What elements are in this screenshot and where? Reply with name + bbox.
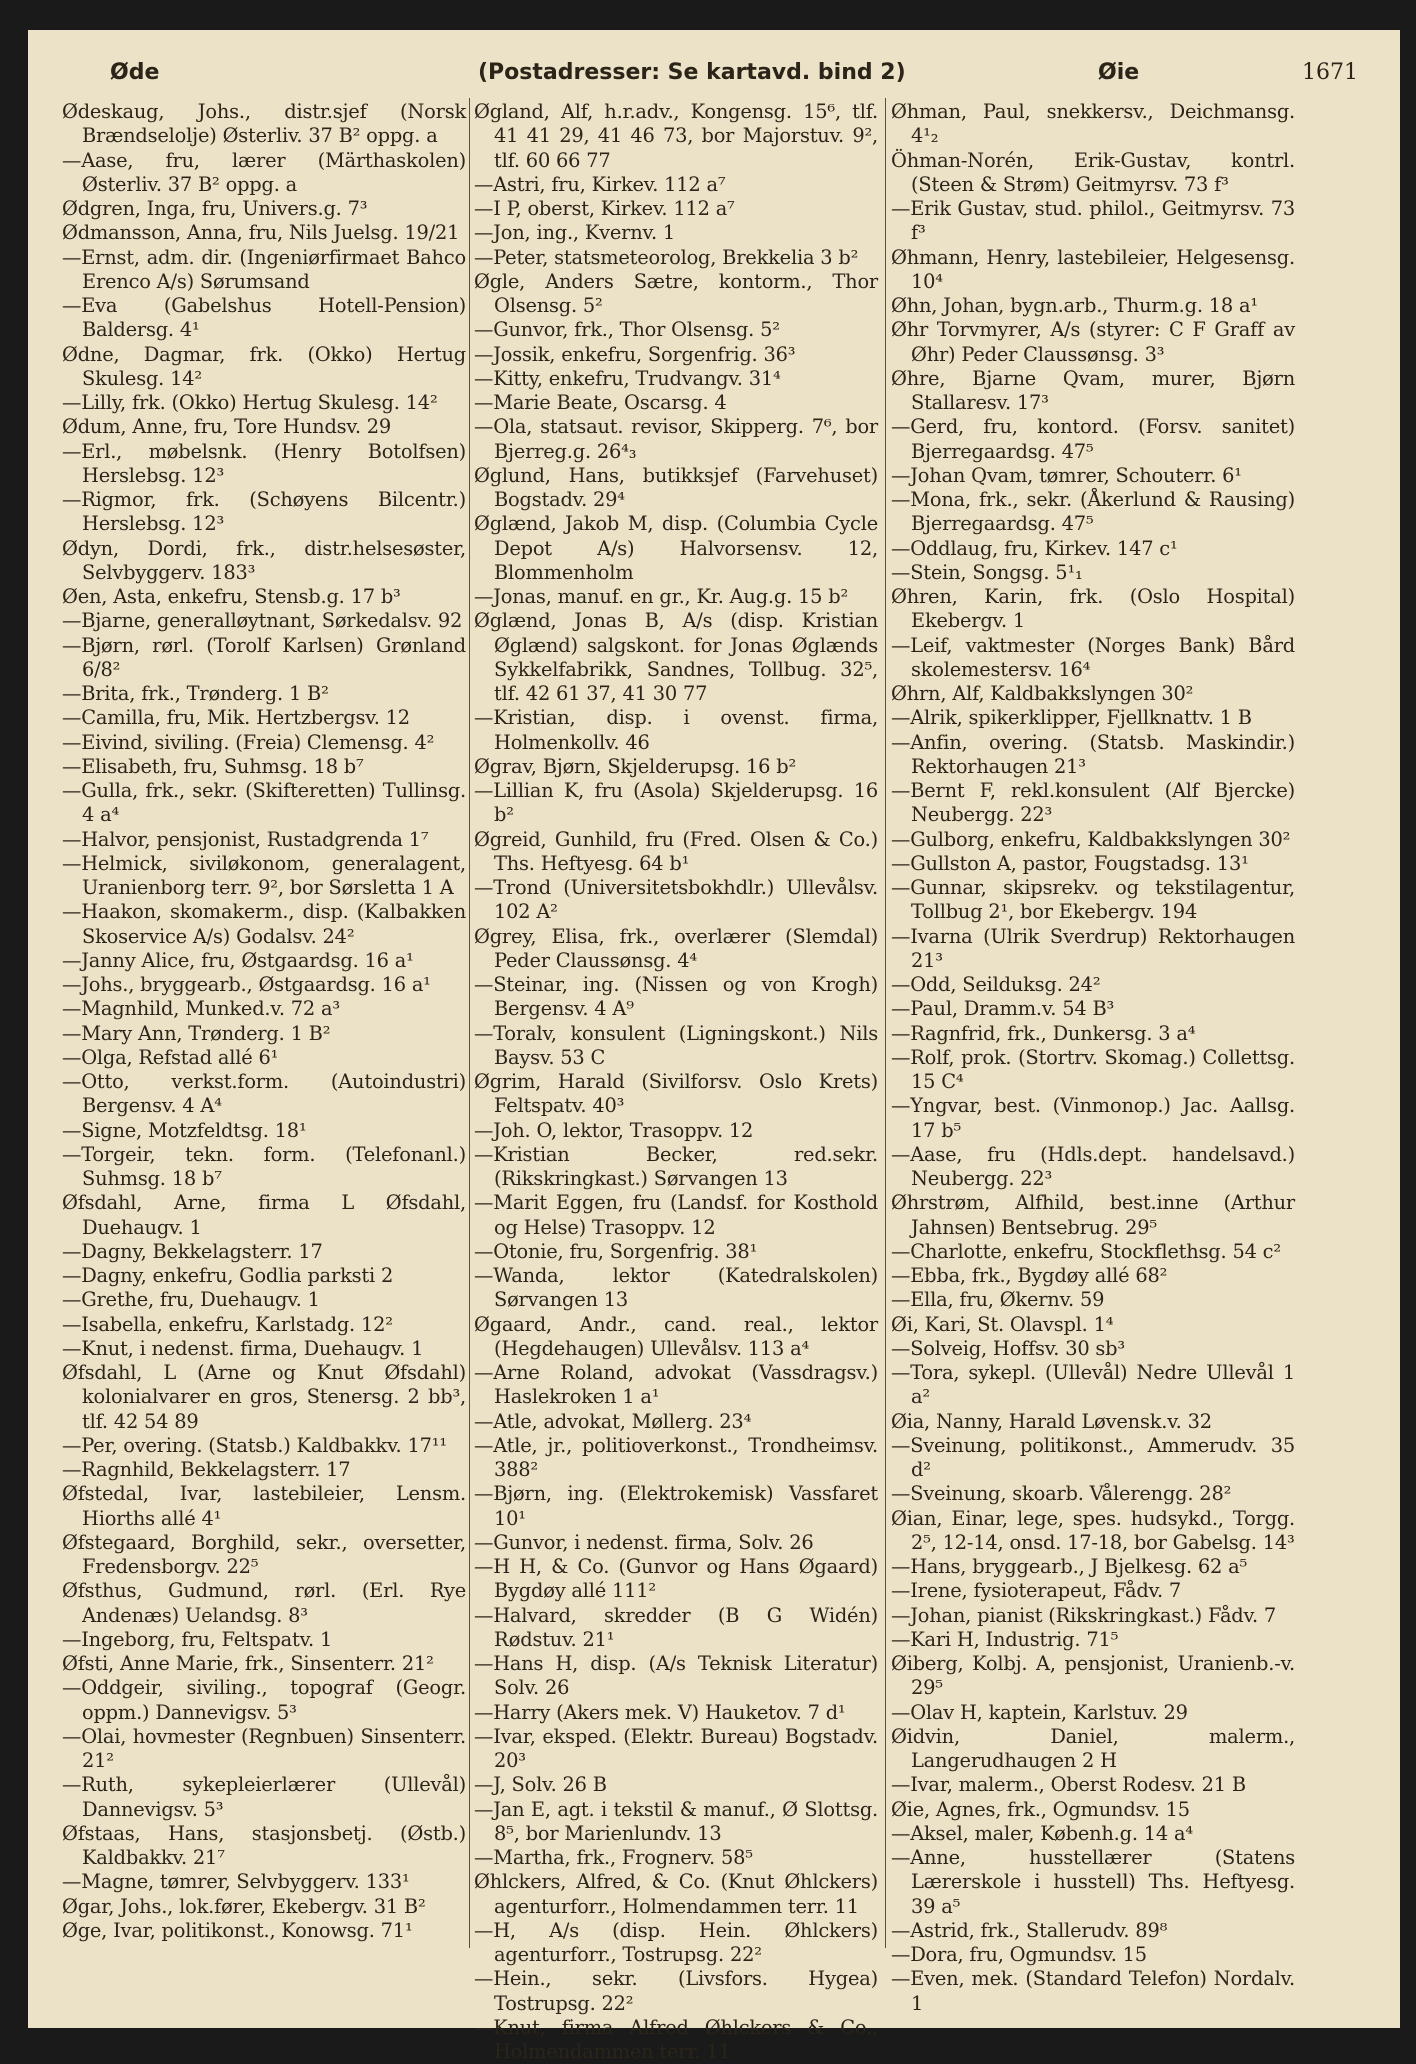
column-divider bbox=[885, 98, 886, 1948]
directory-entry: —Bjørn, ing. (Elektrokemisk) Vassfaret 10¹ bbox=[474, 1482, 878, 1530]
directory-entry: —Jossik, enkefru, Sorgenfrig. 36³ bbox=[474, 342, 796, 366]
directory-entry: —Oddgeir, siviling., topograf (Geogr. oppm.) Dannevigsv. 5³ bbox=[62, 1676, 466, 1724]
directory-entry: —Ingeborg, fru, Feltspatv. 1 bbox=[62, 1627, 333, 1651]
directory-entry: —Oddlaug, fru, Kirkev. 147 c¹ bbox=[891, 536, 1178, 560]
directory-entry: —Johan Qvam, tømrer, Schouterr. 6¹ bbox=[891, 463, 1242, 487]
directory-entry: —Anfin, overing. (Statsb. Maskindir.) Rektorhaugen 21³ bbox=[891, 730, 1295, 778]
directory-entry: —Ivar, malerm., Oberst Rodesv. 21 B bbox=[891, 1773, 1246, 1797]
directory-entry: —Brita, frk., Trønderg. 1 B² bbox=[62, 682, 329, 705]
column-2 bbox=[474, 100, 878, 2064]
directory-entry: —Isabella, enkefru, Karlstadg. 12² bbox=[62, 1312, 393, 1336]
directory-entry: —Solveig, Hoffsv. 30 sb³ bbox=[891, 1336, 1125, 1360]
directory-entry: Øi, Kari, St. Olavspl. 1⁴ bbox=[891, 1312, 1114, 1336]
directory-entry: —Magne, tømrer, Selvbyggerv. 133¹ bbox=[62, 1870, 410, 1894]
directory-entry: —Kristian Becker, red.sekr. (Rikskringkast.) Sørvangen 13 bbox=[474, 1142, 878, 1190]
directory-entry: —Hans H, disp. (A/s Teknisk Literatur) Solv. 26 bbox=[474, 1652, 878, 1700]
directory-entry: —Toralv, konsulent (Ligningskont.) Nils Baysv. 53 C bbox=[474, 1021, 878, 1069]
directory-entry: —Signe, Motzfeldtsg. 18¹ bbox=[62, 1118, 307, 1142]
directory-entry: Øen, Asta, enkefru, Stensb.g. 17 b³ bbox=[62, 585, 401, 608]
directory-entry: Øgrey, Elisa, frk., overlærer (Slemdal) Peder Claussønsg. 4⁴ bbox=[474, 924, 878, 972]
directory-entry: Øhn, Johan, bygn.arb., Thurm.g. 18 a¹ bbox=[891, 294, 1258, 317]
directory-entry: —Alrik, spikerklipper, Fjellknattv. 1 B bbox=[891, 706, 1252, 730]
directory-entry: Øglund, Hans, butikksjef (Farvehuset) Bogstadv. 29⁴ bbox=[474, 463, 878, 511]
page-header bbox=[68, 60, 1358, 100]
directory-entry: —Sveinung, skoarb. Vålerengg. 28² bbox=[891, 1482, 1232, 1506]
directory-entry: —Otonie, fru, Sorgenfrig. 38¹ bbox=[474, 1239, 758, 1263]
directory-entry: Øgar, Johs., lok.fører, Ekebergv. 31 B² bbox=[62, 1894, 426, 1918]
directory-entry: Ødum, Anne, fru, Tore Hundsv. 29 bbox=[62, 415, 392, 439]
directory-entry: —Halvor, pensjonist, Rustadgrenda 1⁷ bbox=[62, 827, 429, 851]
directory-entry: —Aase, fru (Hdls.dept. handelsavd.) Neubergg. 22³ bbox=[891, 1142, 1295, 1190]
directory-entry: —Even, mek. (Standard Telefon) Nordalv. 1 bbox=[891, 1967, 1295, 2015]
directory-entry: Øfstegaard, Borghild, sekr., oversetter, Fredensborgv. 22⁵ bbox=[62, 1530, 466, 1578]
directory-entry: —Mary Ann, Trønderg. 1 B² bbox=[62, 1021, 331, 1045]
directory-entry: —Gulborg, enkefru, Kaldbakkslyngen 30² bbox=[891, 827, 1291, 851]
directory-entry: —Hans, bryggearb., J Bjelkesg. 62 a⁵ bbox=[891, 1555, 1248, 1578]
directory-entry: —Steinar, ing. (Nissen og von Krogh) Bergensv. 4 A⁹ bbox=[474, 973, 878, 1021]
directory-entry: —Stein, Songsg. 5¹₁ bbox=[891, 560, 1083, 584]
directory-entry: —Irene, fysioterapeut, Fådv. 7 bbox=[891, 1579, 1182, 1603]
directory-entry: Øidvin, Daniel, malerm., Langerudhaugen 2 H bbox=[891, 1724, 1295, 1772]
directory-entry: —Otto, verkst.form. (Autoindustri) Bergensv. 4 A⁴ bbox=[62, 1070, 466, 1118]
directory-entry: Øhr Torvmyrer, A/s (styrer: C F Graff av Øhr) Peder Claussønsg. 3³ bbox=[891, 318, 1295, 366]
directory-entry: Ødne, Dagmar, frk. (Okko) Hertug Skulesg. 14² bbox=[62, 342, 466, 390]
directory-entry: Øfsthus, Gudmund, rørl. (Erl. Rye Andenæs) Uelandsg. 8³ bbox=[62, 1579, 466, 1627]
page-number: 1671 bbox=[1302, 60, 1358, 85]
directory-entry: Øian, Einar, lege, spes. hudsykd., Torgg. 2⁵, 12-14, onsd. 17-18, bor Gabelsg. 14³ bbox=[891, 1506, 1295, 1554]
directory-entry: —Ebba, frk., Bygdøy allé 68² bbox=[891, 1264, 1168, 1287]
directory-entry: —Erik Gustav, stud. philol., Geitmyrsv. 73 f³ bbox=[891, 197, 1295, 245]
directory-entry: —Gunvor, i nedenst. firma, Solv. 26 bbox=[474, 1530, 814, 1554]
directory-entry: Øiberg, Kolbj. A, pensjonist, Uranienb.-v. 29⁵ bbox=[891, 1652, 1295, 1700]
directory-entry: —Kristian, disp. i ovenst. firma, Holmenkollv. 46 bbox=[474, 706, 878, 754]
directory-entry: —H, A/s (disp. Hein. Øhlckers) agenturforr., Tostrupsg. 22² bbox=[474, 1918, 878, 1966]
directory-entry: —Magnhild, Munked.v. 72 a³ bbox=[62, 997, 340, 1021]
directory-entry: —Per, overing. (Statsb.) Kaldbakkv. 17¹¹ bbox=[62, 1433, 447, 1457]
header-right-keyword: Øie bbox=[1098, 60, 1140, 85]
directory-entry: —Johan, pianist (Rikskringkast.) Fådv. 7 bbox=[891, 1603, 1277, 1627]
directory-entry: Øgrim, Harald (Sivilforsv. Oslo Krets) Feltspatv. 40³ bbox=[474, 1070, 878, 1118]
directory-entry: —Sveinung, politikonst., Ammerudv. 35 d² bbox=[891, 1433, 1295, 1481]
directory-entry: —Janny Alice, fru, Østgaardsg. 16 a¹ bbox=[62, 948, 414, 972]
directory-entry: —Bjarne, generalløytnant, Sørkedalsv. 92 bbox=[62, 609, 463, 633]
directory-entry: —Ivarna (Ulrik Sverdrup) Rektorhaugen 21³ bbox=[891, 924, 1295, 972]
directory-entry: —Jonas, manuf. en gr., Kr. Aug.g. 15 b² bbox=[474, 585, 849, 608]
directory-entry: —Halvard, skredder (B G Widén) Rødstuv. 21¹ bbox=[474, 1603, 878, 1651]
directory-entry: —Astri, fru, Kirkev. 112 a⁷ bbox=[474, 172, 726, 196]
directory-entry: Ødgren, Inga, fru, Univers.g. 7³ bbox=[62, 197, 368, 220]
directory-entry: Øhre, Bjarne Qvam, murer, Bjørn Stallaresv. 17³ bbox=[891, 366, 1295, 414]
directory-entry: —Rolf, prok. (Stortrv. Skomag.) Collettsg. 15 C⁴ bbox=[891, 1045, 1295, 1093]
directory-entry: —Eva (Gabelshus Hotell-Pension) Baldersg. 4¹ bbox=[62, 294, 466, 342]
directory-entry: —Paul, Dramm.v. 54 B³ bbox=[891, 997, 1115, 1021]
directory-entry: —Aase, fru, lærer (Märthaskolen) Østerliv. 37 B² oppg. a bbox=[62, 148, 466, 196]
directory-entry: —Johs., bryggearb., Østgaardsg. 16 a¹ bbox=[62, 973, 431, 996]
directory-entry: Øhren, Karin, frk. (Oslo Hospital) Ekebergv. 1 bbox=[891, 585, 1295, 633]
directory-entry: —Dagny, enkefru, Godlia parksti 2 bbox=[62, 1264, 394, 1287]
column-1 bbox=[62, 100, 466, 1943]
directory-entry: Øgland, Alf, h.r.adv., Kongensg. 15⁶, tlf. 41 41 29, 41 46 73, bor Majorstuv. 9², tlf. 60 66 77 bbox=[474, 100, 878, 172]
directory-entry: Öhman-Norén, Erik-Gustav, kontrl. (Steen & Strøm) Geitmyrsv. 73 f³ bbox=[891, 148, 1295, 196]
directory-entry: Øgle, Anders Sætre, kontorm., Thor Olsensg. 5² bbox=[474, 269, 878, 317]
directory-entry: —Ola, statsaut. revisor, Skipperg. 7⁶, bor Bjerreg.g. 26⁴₃ bbox=[474, 415, 878, 463]
directory-entry: —Gulla, frk., sekr. (Skifteretten) Tullinsg. 4 a⁴ bbox=[62, 779, 466, 827]
directory-entry: —Gunvor, frk., Thor Olsensg. 5² bbox=[474, 318, 780, 342]
directory-entry: —H H, & Co. (Gunvor og Hans Øgaard) Bygdøy allé 111² bbox=[474, 1555, 878, 1603]
directory-entry: —Hein., sekr. (Livsfors. Hygea) Tostrupsg. 22² bbox=[474, 1967, 878, 2015]
directory-entry: —Marit Eggen, fru (Landsf. for Kosthold og Helse) Trasoppv. 12 bbox=[474, 1191, 878, 1239]
column-divider bbox=[469, 98, 470, 1948]
directory-entry: —Knut, firma Alfred Øhlckers & Co., Holmendammen terr. 11 bbox=[474, 2015, 878, 2063]
directory-entry: —Ragnfrid, frk., Dunkersg. 3 a⁴ bbox=[891, 1021, 1196, 1045]
directory-entry: —Ivar, eksped. (Elektr. Bureau) Bogstadv. 20³ bbox=[474, 1724, 878, 1772]
directory-entry: —Ella, fru, Økernv. 59 bbox=[891, 1288, 1105, 1312]
directory-entry: —Trond (Universitetsbokhdlr.) Ullevålsv. 102 A² bbox=[474, 876, 878, 924]
directory-entry: —Martha, frk., Frognerv. 58⁵ bbox=[474, 1846, 753, 1869]
directory-entry: —Ragnhild, Bekkelagsterr. 17 bbox=[62, 1458, 351, 1481]
directory-entry: Ødmansson, Anna, fru, Nils Juelsg. 19/21 bbox=[62, 221, 460, 245]
directory-entry: Øgaard, Andr., cand. real., lektor (Hegdehaugen) Ullevålsv. 113 a⁴ bbox=[474, 1312, 878, 1360]
directory-entry: —Atle, advokat, Møllerg. 23⁴ bbox=[474, 1409, 752, 1433]
directory-entry: Øgrav, Bjørn, Skjelderupsg. 16 b² bbox=[474, 754, 797, 778]
directory-entry: —I P, oberst, Kirkev. 112 a⁷ bbox=[474, 197, 735, 220]
directory-entry: —Gerd, fru, kontord. (Forsv. sanitet) Bjerregaardsg. 47⁵ bbox=[891, 415, 1295, 463]
directory-entry: Øia, Nanny, Harald Løvensk.v. 32 bbox=[891, 1409, 1212, 1433]
directory-entry: —Kitty, enkefru, Trudvangv. 31⁴ bbox=[474, 366, 781, 390]
directory-entry: —Olga, Refstad allé 6¹ bbox=[62, 1045, 279, 1069]
directory-entry: Øhmann, Henry, lastebileier, Helgesensg. 10⁴ bbox=[891, 245, 1295, 293]
directory-entry: —Helmick, siviløkonom, generalagent, Uranienborg terr. 9², bor Sørsletta 1 A bbox=[62, 851, 466, 899]
directory-entry: —Mona, frk., sekr. (Åkerlund & Rausing) Bjerregaardsg. 47⁵ bbox=[891, 488, 1295, 536]
directory-entry: —Elisabeth, fru, Suhmsg. 18 b⁷ bbox=[62, 754, 364, 778]
directory-entry: —Yngvar, best. (Vinmonop.) Jac. Aallsg. 17 b⁵ bbox=[891, 1094, 1295, 1142]
directory-entry: —Eivind, siviling. (Freia) Clemensg. 4² bbox=[62, 730, 435, 754]
directory-entry: —Wanda, lektor (Katedralskolen) Sørvangen 13 bbox=[474, 1264, 878, 1312]
directory-entry: —Marie Beate, Oscarsg. 4 bbox=[474, 391, 727, 414]
directory-entry: —Arne Roland, advokat (Vassdragsv.) Haslekroken 1 a¹ bbox=[474, 1361, 878, 1409]
directory-entry: Øhrstrøm, Alfhild, best.inne (Arthur Jahnsen) Bentsebrug. 29⁵ bbox=[891, 1191, 1295, 1239]
directory-entry: —Peter, statsmeteorolog, Brekkelia 3 b² bbox=[474, 245, 859, 269]
header-center-note: (Postadresser: Se kartavd. bind 2) bbox=[478, 60, 906, 85]
directory-entry: —Lilly, frk. (Okko) Hertug Skulesg. 14² bbox=[62, 391, 438, 414]
header-left-keyword: Øde bbox=[110, 60, 160, 85]
directory-entry: —Anne, husstellærer (Statens Lærerskole i husstell) Ths. Heftyesg. 39 a⁵ bbox=[891, 1846, 1295, 1918]
directory-entry: Øge, Ivar, politikonst., Konowsg. 71¹ bbox=[62, 1918, 413, 1942]
directory-entry: Øfsdahl, Arne, firma L Øfsdahl, Duehaugv. 1 bbox=[62, 1191, 466, 1239]
directory-page bbox=[28, 30, 1400, 2063]
directory-entry: —Odd, Seilduksg. 24² bbox=[891, 973, 1101, 996]
directory-entry: Øhlckers, Alfred, & Co. (Knut Øhlckers) agenturforr., Holmendammen terr. 11 bbox=[474, 1870, 878, 1918]
directory-entry: —Bjørn, rørl. (Torolf Karlsen) Grønland 6/8² bbox=[62, 633, 466, 681]
directory-entry: —Joh. O, lektor, Trasoppv. 12 bbox=[474, 1118, 754, 1142]
directory-entry: —Tora, sykepl. (Ullevål) Nedre Ullevål 1 a² bbox=[891, 1361, 1295, 1409]
directory-entry: —Camilla, fru, Mik. Hertzbergsv. 12 bbox=[62, 706, 410, 730]
directory-entry: —Gullston A, pastor, Fougstadsg. 13¹ bbox=[891, 851, 1249, 875]
column-3 bbox=[891, 100, 1295, 2016]
directory-entry: —Harry (Akers mek. V) Hauketov. 7 d¹ bbox=[474, 1700, 846, 1724]
directory-entry: —Jan E, agt. i tekstil & manuf., Ø Slottsg. 8⁵, bor Marienlundv. 13 bbox=[474, 1797, 878, 1845]
directory-entry: Øfsdahl, L (Arne og Knut Øfsdahl) kolonialvarer en gros, Stenersg. 2 bb³, tlf. 42 54 89 bbox=[62, 1361, 466, 1433]
directory-entry: —Rigmor, frk. (Schøyens Bilcentr.) Herslebsg. 12³ bbox=[62, 488, 466, 536]
directory-entry: Øglænd, Jonas B, A/s (disp. Kristian Øglænd) salgskont. for Jonas Øglænds Sykkelfabrikk, Sandnes, Tollbug. 32⁵, tlf. 42 61 37, 41 30 77 bbox=[474, 609, 878, 705]
directory-entry: Øglænd, Jakob M, disp. (Columbia Cycle Depot A/s) Halvorsensv. 12, Blommenholm bbox=[474, 512, 878, 584]
directory-entry: Øhrn, Alf, Kaldbakkslyngen 30² bbox=[891, 682, 1194, 705]
directory-entry: —Ruth, sykepleierlærer (Ullevål) Dannevigsv. 5³ bbox=[62, 1773, 466, 1821]
directory-entry: —Jon, ing., Kvernv. 1 bbox=[474, 221, 676, 245]
directory-entry: Øhman, Paul, snekkersv., Deichmansg. 4¹₂ bbox=[891, 100, 1295, 148]
directory-entry: Øfsti, Anne Marie, frk., Sinsenterr. 21² bbox=[62, 1652, 434, 1675]
directory-entry: —Torgeir, tekn. form. (Telefonanl.) Suhmsg. 18 b⁷ bbox=[62, 1142, 466, 1190]
directory-entry: Øfstedal, Ivar, lastebileier, Lensm. Hiorths allé 4¹ bbox=[62, 1482, 466, 1530]
directory-entry: —J, Solv. 26 B bbox=[474, 1773, 607, 1797]
directory-entry: —Haakon, skomakerm., disp. (Kalbakken Skoservice A/s) Godalsv. 24² bbox=[62, 900, 466, 948]
directory-entry: —Ernst, adm. dir. (Ingeniørfirmaet Bahco Erenco A/s) Sørumsand bbox=[62, 245, 466, 293]
directory-entry: Øfstaas, Hans, stasjonsbetj. (Østb.) Kaldbakkv. 21⁷ bbox=[62, 1821, 466, 1869]
directory-entry: —Olai, hovmester (Regnbuen) Sinsenterr. 21² bbox=[62, 1724, 466, 1772]
directory-entry: —Gunnar, skipsrekv. og tekstilagentur, Tollbug 2¹, bor Ekebergv. 194 bbox=[891, 876, 1295, 924]
directory-entry: —Kari H, Industrig. 71⁵ bbox=[891, 1627, 1119, 1651]
directory-entry: Ødyn, Dordi, frk., distr.helsesøster, Selvbyggerv. 183³ bbox=[62, 536, 466, 584]
directory-entry: Øie, Agnes, frk., Ogmundsv. 15 bbox=[891, 1797, 1190, 1821]
directory-entry: —Astrid, frk., Stallerudv. 89⁸ bbox=[891, 1918, 1168, 1942]
directory-entry: —Knut, i nedenst. firma, Duehaugv. 1 bbox=[62, 1336, 424, 1360]
directory-entry: —Dora, fru, Ogmundsv. 15 bbox=[891, 1943, 1147, 1966]
directory-entry: —Lillian K, fru (Asola) Skjelderupsg. 16 b² bbox=[474, 779, 878, 827]
directory-entry: —Erl., møbelsnk. (Henry Botolfsen) Herslebsg. 12³ bbox=[62, 439, 466, 487]
directory-entry: —Leif, vaktmester (Norges Bank) Bård skolemestersv. 16⁴ bbox=[891, 633, 1295, 681]
directory-entry: —Bernt F, rekl.konsulent (Alf Bjercke) Neubergg. 22³ bbox=[891, 779, 1295, 827]
directory-entry: —Aksel, maler, Københ.g. 14 a⁴ bbox=[891, 1821, 1193, 1845]
directory-entry: Øgreid, Gunhild, fru (Fred. Olsen & Co.) Ths. Heftyesg. 64 b¹ bbox=[474, 827, 878, 875]
directory-entry: Ødeskaug, Johs., distr.sjef (Norsk Brændselolje) Østerliv. 37 B² oppg. a bbox=[62, 100, 466, 148]
directory-entry: —Olav H, kaptein, Karlstuv. 29 bbox=[891, 1700, 1188, 1724]
directory-entry: —Grethe, fru, Duehaugv. 1 bbox=[62, 1288, 320, 1312]
directory-entry: —Charlotte, enkefru, Stockflethsg. 54 c² bbox=[891, 1239, 1281, 1263]
directory-entry: —Dagny, Bekkelagsterr. 17 bbox=[62, 1239, 323, 1263]
directory-entry: —Atle, jr., politioverkonst., Trondheimsv. 388² bbox=[474, 1433, 878, 1481]
